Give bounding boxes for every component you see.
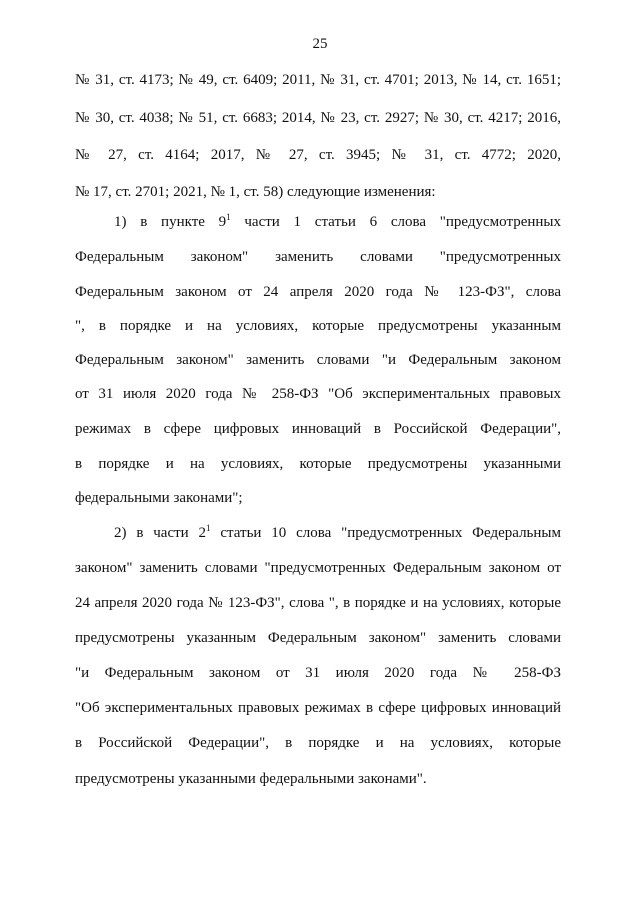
text-line: Федеральным законом" заменить словами "и Федеральным законом [75, 352, 561, 368]
text-line: в порядке и на условиях, которые предусмотрены указанными [75, 456, 561, 472]
text-line: № 30, ст. 4038; № 51, ст. 6683; 2014, № 23, ст. 2927; № 30, ст. 4217; 2016, [75, 110, 561, 126]
text-line: Федеральным законом" заменить словами "предусмотренных [75, 249, 561, 265]
item-2-first-line [114, 523, 561, 543]
item-2-superscript: 1 [206, 523, 211, 533]
item-1-text-end: части 1 статьи 6 слова "предусмотренных [230, 214, 561, 230]
text-line: № 17, ст. 2701; 2021, № 1, ст. 58) следующие изменения: [75, 184, 436, 200]
text-line: "Об экспериментальных правовых режимах в сфере цифровых инноваций [75, 700, 561, 716]
text-line: № 31, ст. 4173; № 49, ст. 6409; 2011, № 31, ст. 4701; 2013, № 14, ст. 1651; [75, 72, 561, 88]
item-2-text-start: 2) в части 2 [114, 525, 207, 541]
item-1-first-line [114, 212, 561, 232]
item-2-text-end: статьи 10 слова "предусмотренных Федеральным [210, 525, 561, 541]
text-line: законом" заменить словами "предусмотренных Федеральным законом от [75, 560, 561, 576]
text-line: предусмотрены указанным Федеральным законом" заменить словами [75, 630, 561, 646]
text-line: ", в порядке и на условиях, которые предусмотрены указанным [75, 318, 561, 334]
text-line: режимах в сфере цифровых инноваций в Российской Федерации", [75, 421, 561, 437]
text-line: от 31 июля 2020 года № 258-ФЗ "Об экспериментальных правовых [75, 386, 561, 402]
text-line: "и Федеральным законом от 31 июля 2020 года № 258-ФЗ [75, 665, 561, 681]
page-number: 25 [312, 36, 328, 52]
text-line: федеральными законами"; [75, 490, 243, 506]
text-line: № 27, ст. 4164; 2017, № 27, ст. 3945; № 31, ст. 4772; 2020, [75, 147, 561, 163]
item-1-superscript: 1 [226, 212, 231, 222]
item-1-text-start: 1) в пункте 9 [114, 214, 227, 230]
text-line: Федеральным законом от 24 апреля 2020 года № 123-ФЗ", слова [75, 284, 561, 300]
text-line: в Российской Федерации", в порядке и на условиях, которые [75, 735, 561, 751]
text-line: предусмотрены указанными федеральными законами". [75, 771, 427, 787]
text-line: 24 апреля 2020 года № 123-ФЗ", слова ", в порядке и на условиях, которые [75, 595, 561, 611]
